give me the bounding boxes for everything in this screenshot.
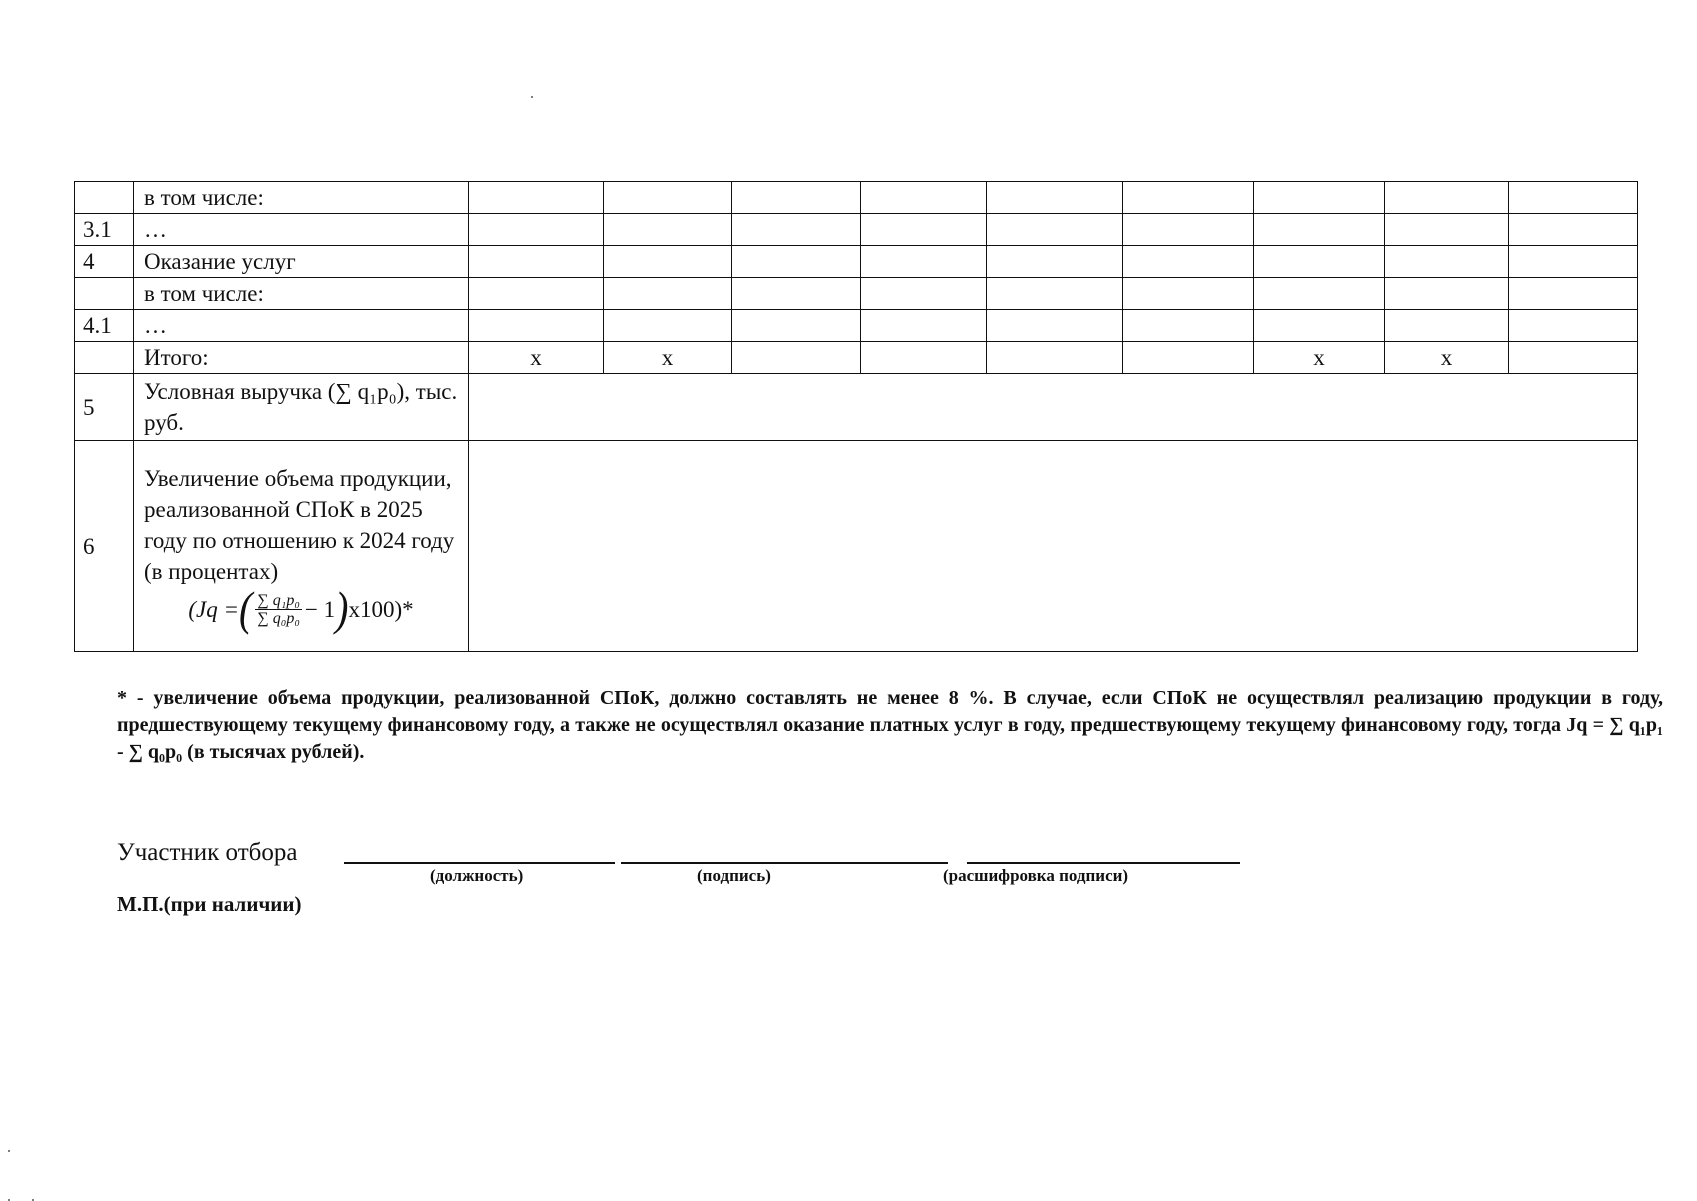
table-body <box>75 182 1638 652</box>
position-line <box>344 862 615 864</box>
row-number <box>75 278 134 310</box>
value-cell <box>987 182 1123 214</box>
signature-caption: (подпись) <box>697 866 771 885</box>
value-cell <box>1123 182 1254 214</box>
formula-numerator: ∑ q₁p₀ <box>257 591 300 609</box>
formula-suffix: х100)* <box>348 596 414 622</box>
formula-fraction <box>255 592 302 627</box>
value-cell <box>604 278 732 310</box>
table-row <box>75 246 1638 278</box>
value-cell <box>1385 214 1509 246</box>
value-cell <box>469 441 1638 652</box>
value-cell <box>604 182 732 214</box>
value-cell <box>861 310 987 342</box>
value-cell <box>1254 182 1385 214</box>
row-label: Условная выручка (∑ q₁p₀), тыс. руб. <box>134 374 469 441</box>
row-label-cell <box>134 441 469 652</box>
growth-formula <box>144 581 458 636</box>
value-cell <box>732 310 861 342</box>
value-cell <box>1123 214 1254 246</box>
paren-open: ( <box>239 581 253 636</box>
scan-speck <box>531 96 533 98</box>
table-row <box>75 182 1638 214</box>
value-cell <box>1385 182 1509 214</box>
scan-speck <box>8 1150 10 1152</box>
value-cell <box>1254 246 1385 278</box>
value-cell <box>1254 214 1385 246</box>
position-caption: (должность) <box>430 866 524 885</box>
value-cell <box>987 246 1123 278</box>
value-cell <box>469 374 1638 441</box>
table-row <box>75 278 1638 310</box>
value-cell <box>987 278 1123 310</box>
row-number <box>75 182 134 214</box>
value-cell <box>861 278 987 310</box>
total-mark: х <box>1385 342 1509 374</box>
participant-label: Участник отбора <box>117 839 298 866</box>
report-table <box>74 181 1638 652</box>
value-cell <box>987 310 1123 342</box>
formula-denominator: ∑ q₀p₀ <box>257 609 300 627</box>
value-cell <box>604 214 732 246</box>
row-number <box>75 342 134 374</box>
value-cell <box>469 246 604 278</box>
table-row <box>75 342 1638 374</box>
value-cell <box>1509 278 1638 310</box>
paren-close: ) <box>335 581 349 636</box>
value-cell <box>987 214 1123 246</box>
value-cell <box>1254 310 1385 342</box>
total-mark: х <box>469 342 604 374</box>
total-mark: х <box>1254 342 1385 374</box>
value-cell <box>469 310 604 342</box>
signature-line <box>621 862 948 864</box>
value-cell <box>987 342 1123 374</box>
value-cell <box>1123 342 1254 374</box>
value-cell <box>1509 182 1638 214</box>
value-cell <box>1123 278 1254 310</box>
value-cell <box>469 278 604 310</box>
row-label: Увеличение объема продукции, реализованной СПоК в 2025 году по отношению к 2024 году (в процентах) <box>144 466 455 584</box>
formula-minus-one: − 1 <box>304 596 336 622</box>
value-cell <box>1509 310 1638 342</box>
value-cell <box>732 278 861 310</box>
name-line <box>967 862 1240 864</box>
row-number: 4.1 <box>75 310 134 342</box>
table-row <box>75 441 1638 652</box>
row-number: 6 <box>75 441 134 652</box>
value-cell <box>469 182 604 214</box>
row-label: в том числе: <box>134 182 469 214</box>
row-label: … <box>134 310 469 342</box>
value-cell <box>1509 214 1638 246</box>
table-row <box>75 374 1638 441</box>
name-caption: (расшифровка подписи) <box>943 866 1129 885</box>
value-cell <box>1509 342 1638 374</box>
value-cell <box>604 246 732 278</box>
footnote: * - увеличение объема продукции, реализованной СПоК, должно составлять не менее 8 %. В случае, если СПоК не осуществлял реализацию продукции в году, предшествующему текущему финансовому году, а также не осуществлял оказание платных услуг в году, предшествующему текущему финансовому году, тогда Jq = ∑ q₁p₁ - ∑ q₀p₀ (в тысячах рублей). <box>117 687 1663 763</box>
value-cell <box>1254 278 1385 310</box>
value-cell <box>732 214 861 246</box>
row-number: 5 <box>75 374 134 441</box>
value-cell <box>732 182 861 214</box>
row-number: 4 <box>75 246 134 278</box>
value-cell <box>861 342 987 374</box>
row-label: Итого: <box>134 342 469 374</box>
row-number: 3.1 <box>75 214 134 246</box>
value-cell <box>861 246 987 278</box>
stamp-note: М.П.(при наличии) <box>117 892 302 916</box>
total-mark: х <box>604 342 732 374</box>
value-cell <box>732 342 861 374</box>
value-cell <box>1385 310 1509 342</box>
value-cell <box>732 246 861 278</box>
row-label: в том числе: <box>134 278 469 310</box>
value-cell <box>604 310 732 342</box>
value-cell <box>861 214 987 246</box>
value-cell <box>469 214 604 246</box>
value-cell <box>1123 310 1254 342</box>
value-cell <box>1123 246 1254 278</box>
formula-prefix: (Jq = <box>188 596 240 622</box>
value-cell <box>1509 246 1638 278</box>
table-row <box>75 310 1638 342</box>
value-cell <box>861 182 987 214</box>
value-cell <box>1385 278 1509 310</box>
row-label: Оказание услуг <box>134 246 469 278</box>
row-label: … <box>134 214 469 246</box>
value-cell <box>1385 246 1509 278</box>
table-row <box>75 214 1638 246</box>
